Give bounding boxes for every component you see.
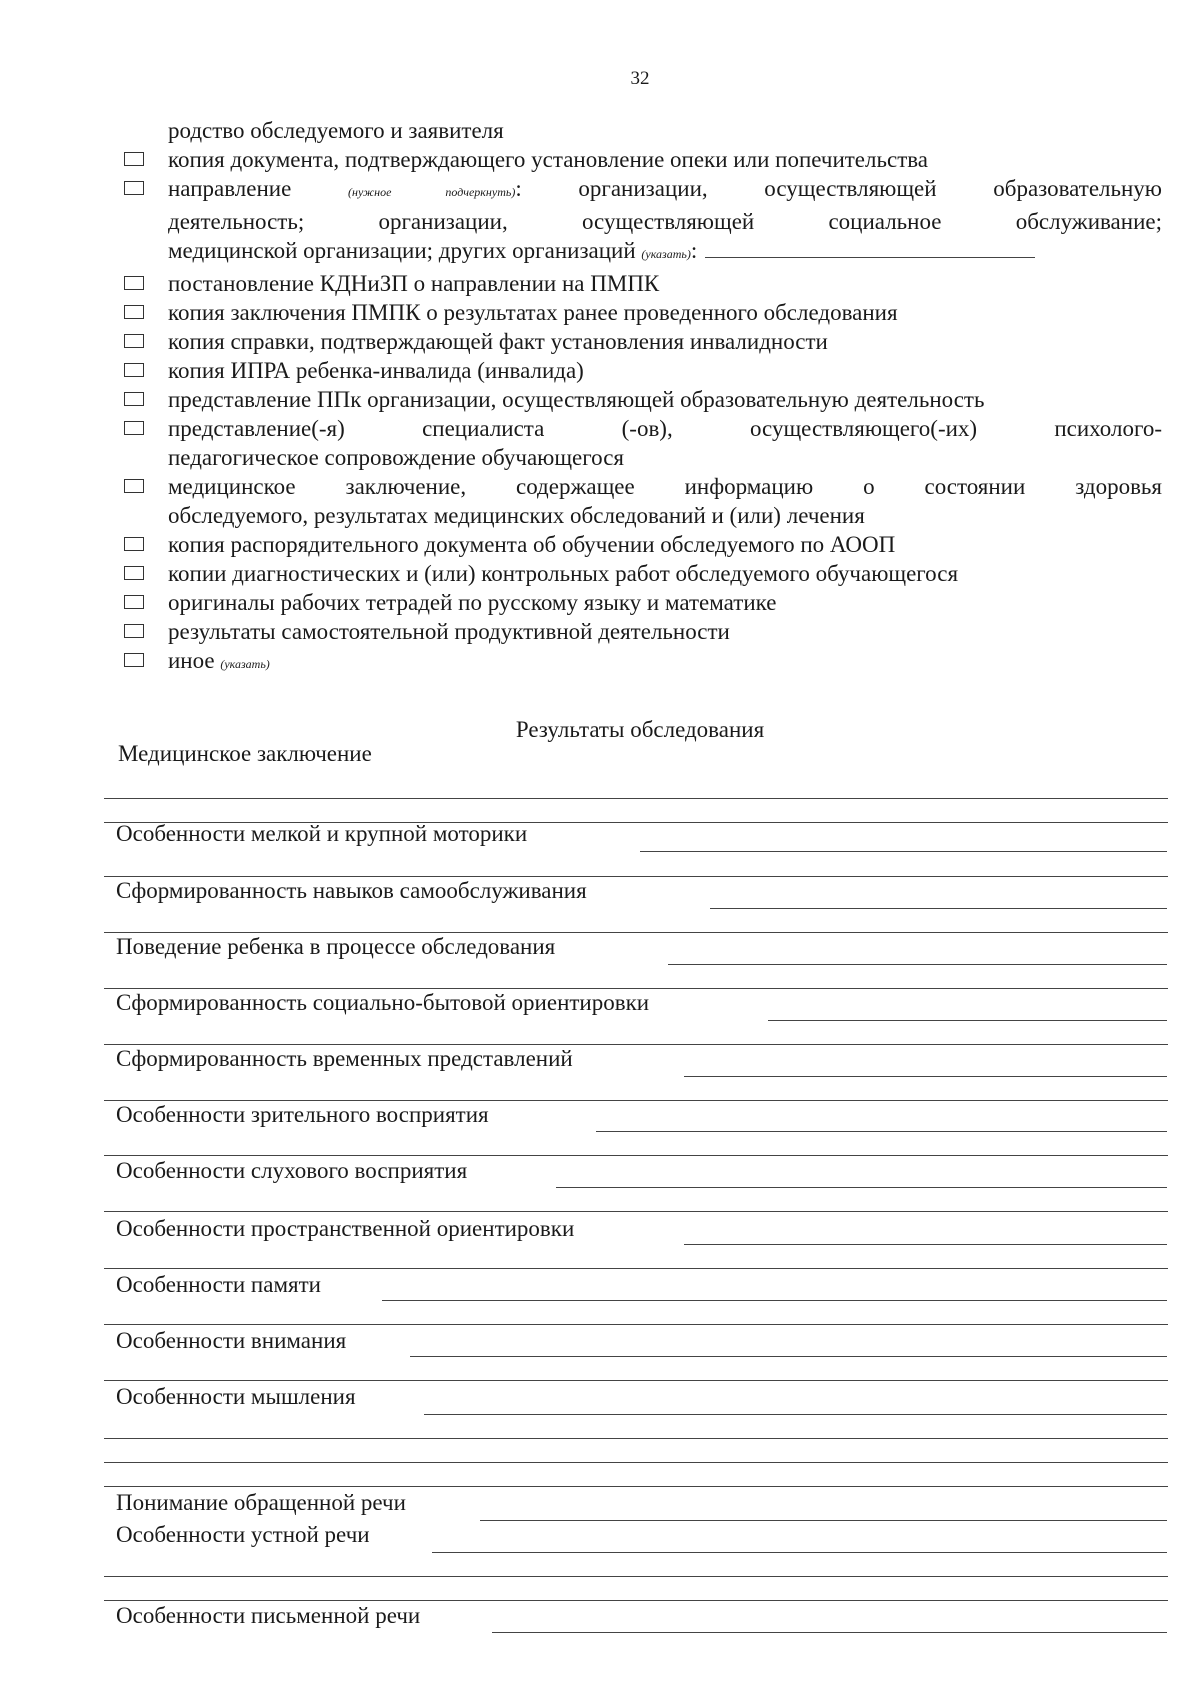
- answer-line[interactable]: [104, 1268, 1168, 1269]
- answer-line[interactable]: [684, 1244, 1167, 1245]
- result-label: Понимание обращенной речи: [116, 1490, 406, 1515]
- result-label: Особенности слухового восприятия: [116, 1158, 468, 1183]
- result-label: Особенности пространственной ориентировки: [116, 1216, 575, 1241]
- result-label: Медицинское заключение: [118, 741, 372, 766]
- item-text: результаты самостоятельной продуктивной деятельности: [168, 619, 730, 644]
- answer-line[interactable]: [104, 988, 1168, 989]
- answer-line[interactable]: [104, 1462, 1168, 1463]
- answer-line[interactable]: [104, 1211, 1168, 1212]
- answer-line[interactable]: [104, 1380, 1168, 1381]
- item-text-line-1: представление(-я) специалиста (-ов), осуществляющего(-их) психолого-: [168, 416, 1162, 441]
- answer-line[interactable]: [410, 1356, 1167, 1357]
- result-label: Особенности мышления: [116, 1384, 356, 1409]
- answer-line[interactable]: [596, 1131, 1167, 1132]
- answer-line[interactable]: [768, 1020, 1167, 1021]
- answer-line[interactable]: [480, 1520, 1167, 1521]
- result-label: Особенности мелкой и крупной моторики: [116, 821, 528, 846]
- answer-line[interactable]: [492, 1632, 1167, 1633]
- results-title: Результаты обследования: [515, 717, 765, 742]
- referral-specify-note: (указать): [641, 247, 691, 261]
- referral-note: (нужное подчеркнуть): [348, 185, 516, 199]
- answer-line[interactable]: [424, 1414, 1167, 1415]
- answer-line[interactable]: [382, 1300, 1167, 1301]
- referral-line-1: направление (нужное подчеркнуть): организации, осуществляющей образовательную: [168, 176, 1162, 201]
- answer-line[interactable]: [104, 1100, 1168, 1101]
- page-number: 32: [630, 68, 650, 89]
- answer-line[interactable]: [556, 1187, 1167, 1188]
- item-text-line-2: обследуемого, результатах медицинских обследований и (или) лечения: [168, 503, 865, 528]
- answer-line[interactable]: [104, 1324, 1168, 1325]
- result-label: Сформированность навыков самообслуживания: [116, 878, 587, 903]
- result-label: Особенности зрительного восприятия: [116, 1102, 489, 1127]
- other-note: (указать): [220, 657, 270, 671]
- item-text: копии диагностических и (или) контрольных работ обследуемого обучающегося: [168, 561, 959, 586]
- answer-line[interactable]: [104, 932, 1168, 933]
- item-text: представление ППк организации, осуществляющей образовательную деятельность: [168, 387, 985, 412]
- answer-line[interactable]: [684, 1076, 1167, 1077]
- result-label: Особенности внимания: [116, 1328, 347, 1353]
- answer-line[interactable]: [104, 876, 1168, 877]
- item-text: копия документа, подтверждающего установление опеки или попечительства: [168, 147, 929, 172]
- answer-line[interactable]: [104, 798, 1168, 799]
- item-text-line-1: медицинское заключение, содержащее информацию о состоянии здоровья: [168, 474, 1162, 499]
- item-text: постановление КДНиЗП о направлении на ПМПК: [168, 271, 660, 296]
- answer-line[interactable]: [432, 1552, 1167, 1553]
- item-text: оригиналы рабочих тетрадей по русскому языку и математике: [168, 590, 777, 615]
- result-label: Особенности устной речи: [116, 1522, 370, 1547]
- result-label: Особенности письменной речи: [116, 1603, 421, 1628]
- answer-line[interactable]: [104, 1438, 1168, 1439]
- answer-line[interactable]: [640, 851, 1167, 852]
- result-label: Сформированность временных представлений: [116, 1046, 573, 1071]
- answer-line[interactable]: [104, 1155, 1168, 1156]
- answer-line[interactable]: [668, 964, 1167, 965]
- item-text: родство обследуемого и заявителя: [168, 118, 504, 143]
- answer-line[interactable]: [104, 1600, 1168, 1601]
- referral-line-2: деятельность; организации, осуществляющей социальное обслуживание;: [168, 209, 1162, 234]
- item-text-line-2: педагогическое сопровождение обучающегося: [168, 445, 624, 470]
- answer-line[interactable]: [104, 1486, 1168, 1487]
- item-text: копия справки, подтверждающей факт установления инвалидности: [168, 329, 828, 354]
- referral-line-3: медицинской организации; других организаций (указать):: [168, 236, 1162, 269]
- result-label: Поведение ребенка в процессе обследования: [116, 934, 556, 959]
- item-text: иное: [168, 648, 215, 673]
- item-text: копия ИПРА ребенка-инвалида (инвалида): [168, 358, 584, 383]
- result-label: Сформированность социально-бытовой ориентировки: [116, 990, 650, 1015]
- result-label: Особенности памяти: [116, 1272, 321, 1297]
- answer-line[interactable]: [710, 908, 1167, 909]
- item-text: копия распорядительного документа об обучении обследуемого по АООП: [168, 532, 896, 557]
- answer-line[interactable]: [104, 1576, 1168, 1577]
- item-text: копия заключения ПМПК о результатах ранее проведенного обследования: [168, 300, 898, 325]
- answer-line[interactable]: [104, 1044, 1168, 1045]
